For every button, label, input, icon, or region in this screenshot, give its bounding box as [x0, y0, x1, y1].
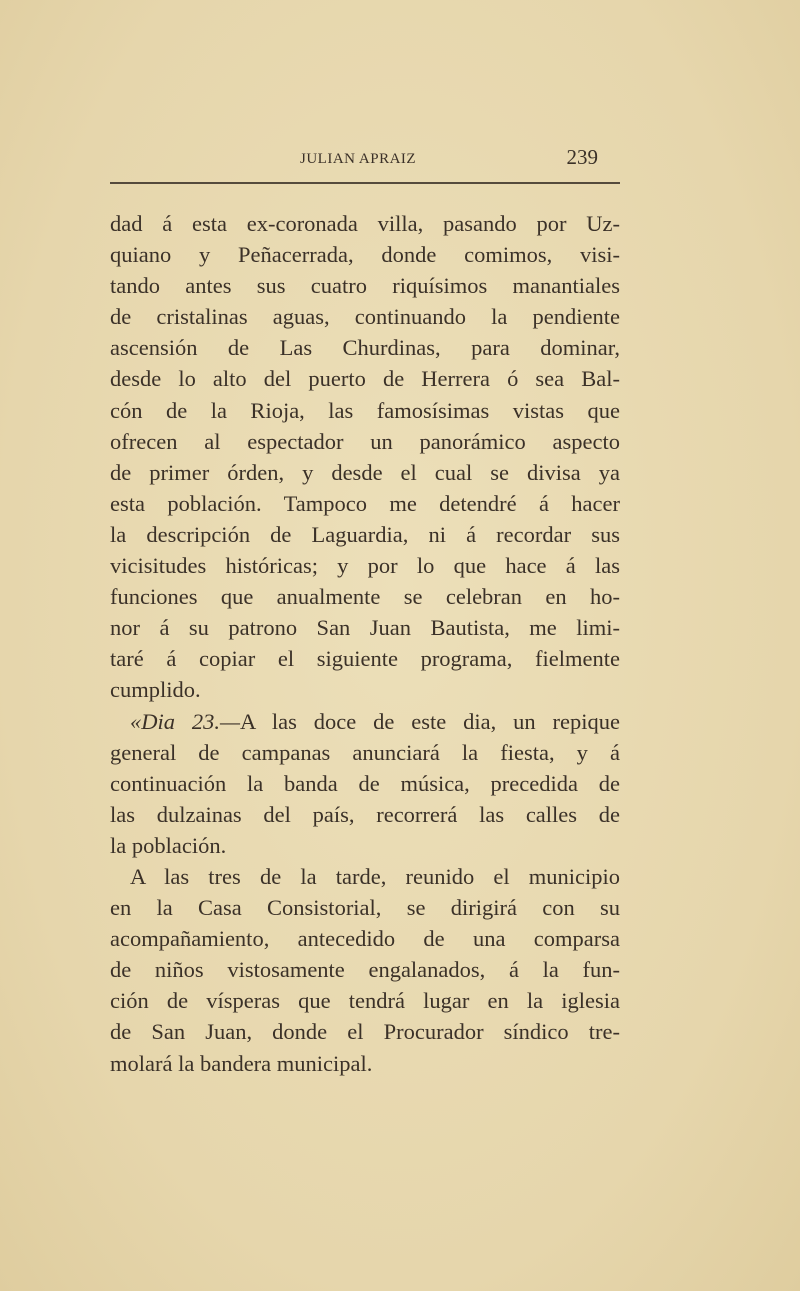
text-line: la descripción de Laguardia, ni á recordar sus [110, 521, 620, 547]
text-line: de cristalinas aguas, continuando la pendiente [110, 304, 620, 330]
dia-heading: «Dia 23.— [130, 708, 241, 734]
text-line: ción de vísperas que tendrá lugar en la iglesia [110, 988, 620, 1014]
text-line: cumplido. [110, 677, 201, 703]
text-line: desde lo alto del puerto de Herrera ó sea Bal- [110, 366, 620, 392]
text-line: continuación la banda de música, precedida de [110, 770, 620, 796]
page-number: 239 [566, 145, 598, 169]
text-line: tando antes sus cuatro riquísimos manantiales [110, 273, 620, 299]
text-line: esta población. Tampoco me detendré á hacer [110, 490, 620, 516]
text-line-dia-23 [110, 706, 620, 737]
running-head-author: JULIAN APRAIZ [300, 151, 417, 167]
text-line: de niños vistosamente engalanados, á la fun- [110, 957, 620, 983]
text-line: la población. [110, 832, 227, 858]
text-line: cón de la Rioja, las famosísimas vistas que [110, 397, 620, 423]
body-text [110, 208, 620, 1079]
text-line: en la Casa Consistorial, se dirigirá con su [110, 895, 620, 921]
text-line: ascensión de Las Churdinas, para dominar, [110, 335, 620, 361]
text-line: las dulzainas del país, recorrerá las calles de [110, 801, 620, 827]
text-line: A las tres de la tarde, reunido el municipio [130, 863, 620, 889]
text-line-rest: A las doce de este dia, un repique [240, 708, 620, 734]
header-rule [110, 182, 620, 184]
text-line: nor á su patrono San Juan Bautista, me limi- [110, 615, 620, 641]
running-head [110, 145, 620, 175]
text-line: quiano y Peñacerrada, donde comimos, visi- [110, 242, 620, 268]
text-line: taré á copiar el siguiente programa, fielmente [110, 646, 620, 672]
text-line: molará la bandera municipal. [110, 1050, 373, 1076]
text-line: acompañamiento, antecedido de una comparsa [110, 926, 620, 952]
text-line: de primer órden, y desde el cual se divisa ya [110, 459, 620, 485]
text-line: vicisitudes históricas; y por lo que hace á las [110, 553, 620, 579]
text-line: general de campanas anunciará la fiesta, y á [110, 739, 620, 765]
text-line: de San Juan, donde el Procurador síndico tre- [110, 1019, 620, 1045]
text-line: ofrecen al espectador un panorámico aspecto [110, 428, 620, 454]
text-line: funciones que anualmente se celebran en ho- [110, 584, 620, 610]
text-line: dad á esta ex-coronada villa, pasando por Uz- [110, 211, 620, 236]
